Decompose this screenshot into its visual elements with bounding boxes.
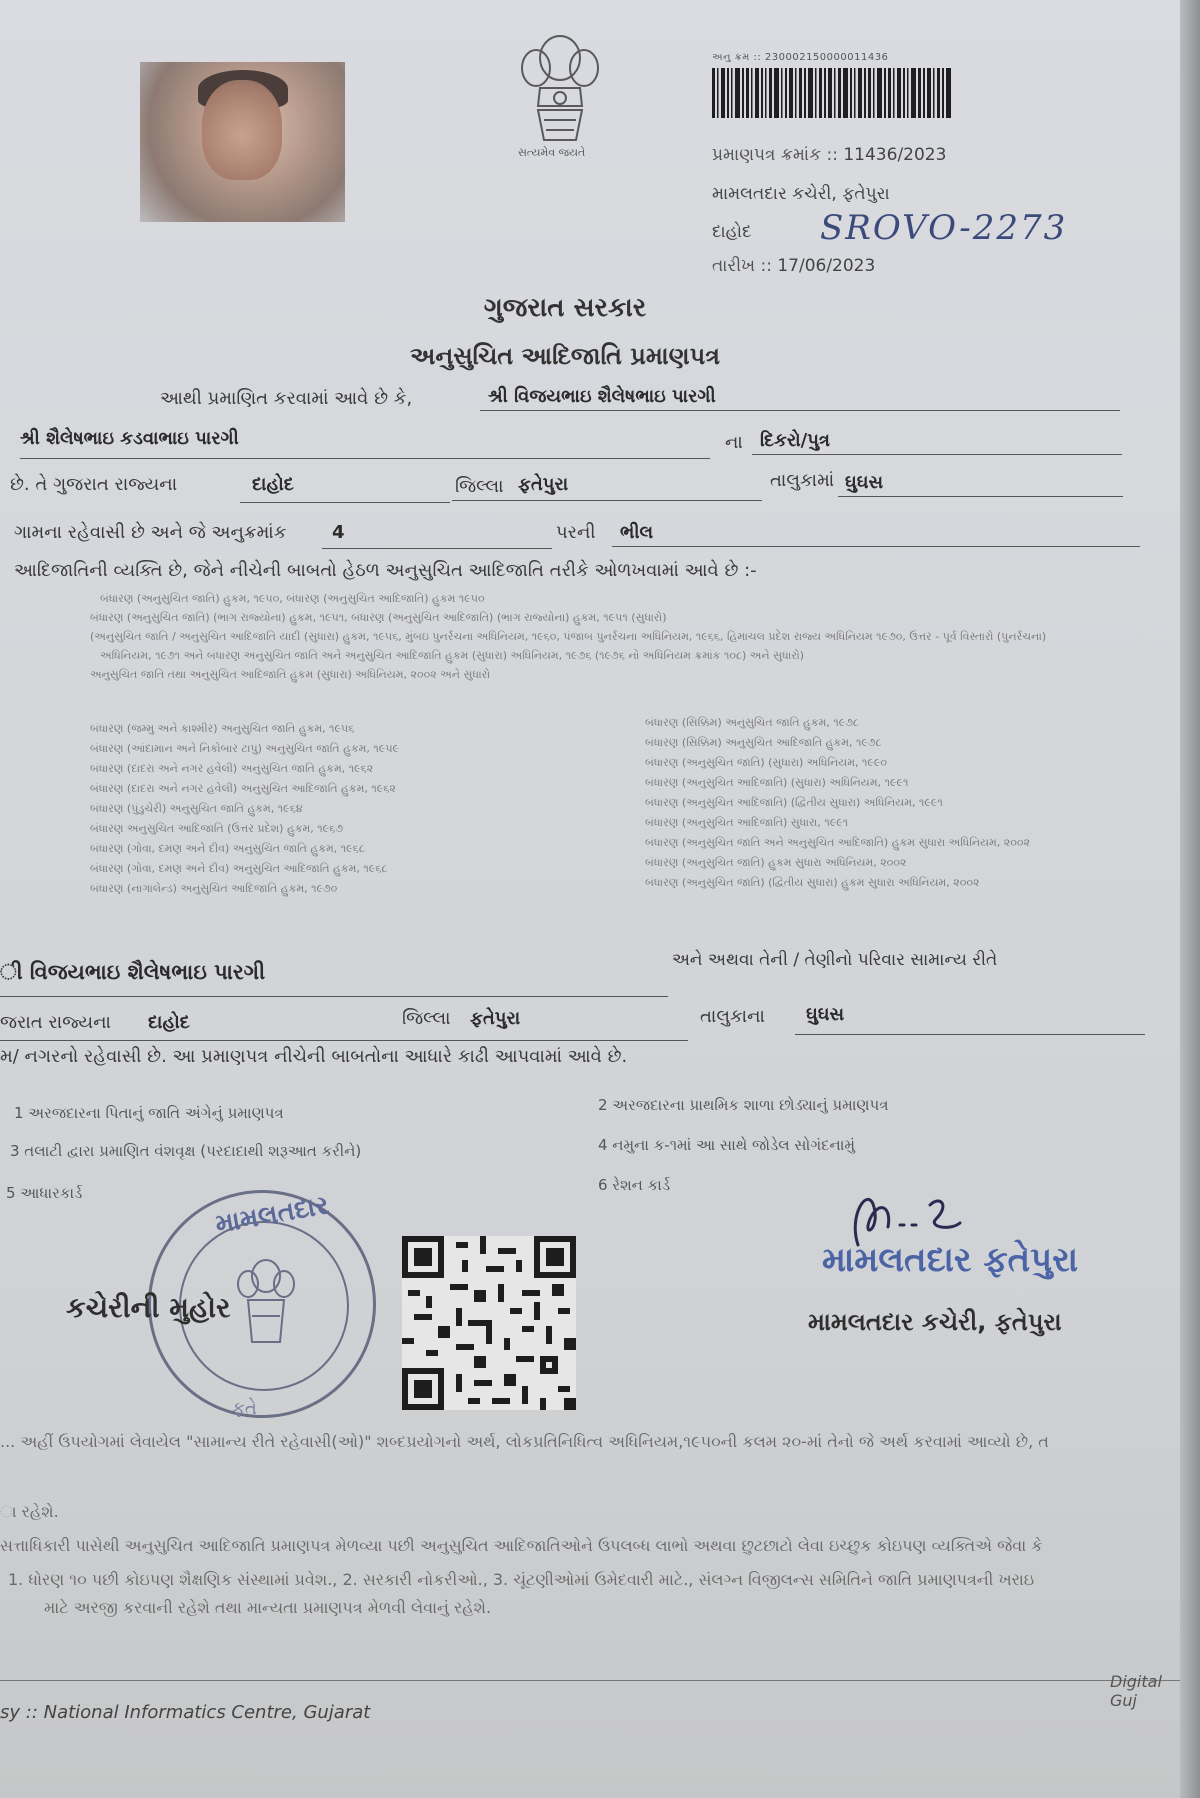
father-underline	[20, 458, 710, 459]
order-left-item: બંધારણ (દાદરા અને નગર હવેલી) અનુસુચિત આદિજાતિ હુકમ, ૧૯૬૨	[90, 782, 396, 795]
taluka-label-2: તાલુકાના	[700, 1006, 765, 1027]
order-right-item: બંધારણ (અનુસુચિત જાતિ) હુકમ સુધારા અધિનિયમ, ૨૦૦૨	[645, 856, 907, 869]
order-right-item: બંધારણ (અનુસુચિત જાતિ) (સુધારા) અધિનિયમ, ૧૯૯૦	[645, 756, 887, 769]
document-item: 2 અરજદારના પ્રાથમિક શાળા છોડ્યાનું પ્રમાણપત્ર	[598, 1096, 889, 1114]
legal-line: બંધારણ (અનુસુચિત જાતિ) હુકમ, ૧૯૫૦, બંધારણ (અનુસુચિત આદિજાતિ) હુકમ ૧૯૫૦	[100, 592, 485, 605]
order-left-item: બંધારણ (જમ્મુ અને કાશ્મીર) અનુસુચિત જાતિ હુકમ, ૧૯૫૬	[90, 722, 355, 735]
serial-number: 4	[332, 522, 345, 543]
district-label: જિલ્લા	[455, 476, 504, 497]
tribe: ભીલ	[620, 522, 654, 543]
order-right-item: બંધારણ (અનુસુચિત જાતિ) (દ્વિતીય સુધારા) હુકમ સુધારા અધિનિયમ, ૨૦૦૨	[645, 876, 980, 889]
issue-date: 17/06/2023	[777, 256, 876, 276]
order-right-item: બંધારણ (અનુસુચિત જાતિ અને અનુસુચિત આદિજાતિ) હુકમ સુધારા અધિનિયમ, ૨૦૦૨	[645, 836, 1030, 849]
footnote-line: ા રહેશે.	[0, 1502, 59, 1521]
document-item: 5 આધારકાર્ડ	[6, 1184, 83, 1202]
order-left-item: બંધારણ (આંદામાન અને નિકોબાર ટાપુ) અનુસુચિત જાતિ હુકમ, ૧૯૫૯	[90, 742, 400, 755]
relation-underline	[752, 454, 1122, 455]
name-repeat-underline	[0, 996, 668, 997]
applicant-name-repeat: ી વિજયભાઇ શૈલેષભાઇ પારગી	[0, 960, 266, 984]
state-prefix-2: જરાત રાજ્યના	[0, 1012, 111, 1033]
village: ઘુઘસ	[845, 472, 884, 493]
father-name: શ્રી શૈલેષભાઇ કડવાભાઇ પારગી	[20, 428, 239, 449]
legal-line: બંધારણ (અનુસુચિત જાતિ) (ભાગ રાજ્યોના) હુકમ, ૧૯૫૧, બંધારણ (અનુસુચિત આદિજાતિ) (ભાગ રાજ્યોના) હુકમ, ૧૯૫૧ (સુધારો)	[90, 611, 667, 624]
certificate-number-row	[712, 145, 946, 165]
barcode-number: અનુ ક્રમ :: 230002150000011436	[712, 52, 889, 63]
serial-underline	[322, 548, 552, 549]
taluka-label: તાલુકામાં	[770, 470, 835, 491]
relation: દિકરો/પુત્ર	[760, 430, 830, 451]
seal-top-text: મામલતદાર	[213, 1190, 331, 1240]
family-text: અને અથવા તેની / તેણીનો પરિવાર સામાન્ય રીતે	[672, 950, 998, 970]
district-2: દાહોદ	[148, 1012, 190, 1033]
seal-label: કચેરીની મુહોર	[66, 1291, 231, 1324]
order-left-item: બંધારણ (ગોવા, દમણ અને દીવ) અનુસુચિત જાતિ હુકમ, ૧૯૬૮	[90, 842, 365, 855]
certificate-number: 11436/2023	[843, 145, 947, 165]
taluka-value: ફતેપુરા	[518, 474, 569, 495]
district-underline	[240, 502, 450, 503]
order-right-item: બંધારણ (અનુસુચિત આદિજાતિ) (દ્વિતીય સુધારા) અધિનિયમ, ૧૯૯૧	[645, 796, 943, 809]
date-row	[712, 256, 875, 276]
document-item: 4 નમુના ક-૧માં આ સાથે જોડેલ સોગંદનામું	[598, 1136, 855, 1154]
seal-emblem-icon	[224, 1252, 308, 1352]
order-left-item: બંધારણ (ગોવા, દમણ અને દીવ) અનુસુચિત આદિજાતિ હુકમ, ૧૯૬૮	[90, 862, 388, 875]
dahod-label: દાહોદ	[712, 222, 752, 242]
resident-text: ગામના રહેવાસી છે અને જે અનુક્રમાંક	[14, 522, 287, 543]
national-emblem-icon	[510, 28, 610, 160]
barcode-icon	[712, 68, 952, 118]
order-left-item: બંધારણ (નાગાલેન્ડ) અનુસુચિત આદિજાતિ હુકમ, ૧૯૭૦	[90, 882, 338, 895]
village-underline	[838, 496, 1123, 497]
certify-text: આથી પ્રમાણિત કરવામાં આવે છે કે,	[160, 388, 413, 409]
applicant-photo	[140, 62, 345, 222]
on-label: પરની	[556, 522, 596, 543]
issuing-office: મામલતદાર કચેરી, ફતેપુરા	[712, 184, 890, 204]
footnote-line: 1. ધોરણ ૧૦ પછી કોઇપણ શૈક્ષણિક સંસ્થામાં પ્રવેશ., 2. સરકારી નોકરીઓ., 3. ચૂંટણીઓમાં ઉમેદવારી માટે., સંલગ્ન વિજીલન્સ સમિતિને જાતિ પ્રમાણપત્રની ખરાઇ	[8, 1570, 1035, 1589]
name-underline	[480, 410, 1120, 411]
footer-digital: Digital Guj	[1110, 1672, 1162, 1710]
order-left-item: બંધારણ (પુંડુચેરી) અનુસુચિત જાતિ હુકમ, ૧૯૬૪	[90, 802, 303, 815]
handwritten-number: SROVO-2273	[820, 208, 1068, 248]
document-item: 1 અરજદારના પિતાનું જાતિ અંગેનું પ્રમાણપત્ર	[14, 1104, 284, 1122]
qr-code-icon	[402, 1236, 576, 1410]
of-label: ના	[725, 432, 743, 453]
footnote-line: સત્તાધિકારી પાસેથી અનુસુચિત આદિજાતિ પ્રમાણપત્ર મેળવ્યા પછી અનુસુચિત આદિજાતિઓને ઉપલબ્ધ લાભો અથવા છુટછાટો લેવા ઇચ્છુક કોઇપણ વ્યક્તિએ જેવા કે	[0, 1536, 1043, 1555]
paper-edge	[1180, 0, 1200, 1798]
state-prefix: છે. તે ગુજરાત રાજ્યના	[10, 474, 178, 495]
order-left-item: બંધારણ (દાદરા અને નગર હવેલી) અનુસુચિત જાતિ હુકમ, ૧૯૬૨	[90, 762, 374, 775]
emblem-caption: સત્યમેવ જયતે	[518, 146, 586, 159]
footnote-line: માટે અરજી કરવાની રહેશે તથા માન્યતા પ્રમાણપત્ર મેળવી લેવાનું રહેશે.	[44, 1598, 492, 1617]
signature-stamp: મામલતદાર ફતેપુરા	[822, 1240, 1079, 1280]
applicant-name: શ્રી વિજયભાઇ શૈલેષભાઇ પારગી	[488, 386, 716, 407]
seal-bottom-text: ફતે	[232, 1398, 257, 1419]
tribe-underline	[612, 546, 1140, 547]
date-label: તારીખ ::	[712, 256, 772, 276]
district-label-2: જિલ્લા	[402, 1008, 451, 1029]
taluka-value-2: ફતેપુરા	[470, 1008, 521, 1029]
footer-credit: sy :: National Informatics Centre, Gujarat	[0, 1702, 371, 1723]
footer-divider	[0, 1680, 1180, 1681]
basis-text: મ/ નગરનો રહેવાસી છે. આ પ્રમાણપત્ર નીચેની બાબતોના આધારે કાઢી આપવામાં આવે છે.	[0, 1046, 628, 1067]
order-right-item: બંધારણ (સિક્કિમ) અનુસુચિત આદિજાતિ હુકમ, ૧૯૭૮	[645, 736, 882, 749]
tribe-text: આદિજાતિની વ્યક્તિ છે, જેને નીચેની બાબતો હેઠળ અનુસુચિત આદિજાતિ તરીકે ઓળખવામાં આવે છે :-	[14, 560, 757, 581]
district-2-underline	[0, 1040, 688, 1041]
signature-office: મામલતદાર કચેરી, ફતેપુરા	[808, 1308, 1062, 1336]
certificate-title: અનુસુચિત આદિજાતિ પ્રમાણપત્ર	[410, 342, 720, 370]
footnote-line: ... અહીં ઉપયોગમાં લેવાયેલ "સામાન્ય રીતે રહેવાસી(ઓ)" શબ્દપ્રયોગનો અર્થ, લોકપ્રતિનિધિત્વ અધિનિયમ,૧૯૫૦ની કલમ ૨૦-માં તેનો જે અર્થ કરવામાં આવ્યો છે, ત	[0, 1432, 1049, 1451]
village-2-underline	[795, 1034, 1145, 1035]
document-item: 3 તલાટી દ્વારા પ્રમાણિત વંશવૃક્ષ (પરદાદાથી શરૂઆત કરીને)	[10, 1142, 362, 1160]
document-item: 6 રેશન કાર્ડ	[598, 1176, 671, 1194]
legal-line: અનુસુચિત જાતિ તથા અનુસુચિત આદિજાતિ હુકમ (સુધારા) અધિનિયમ, ૨૦૦૨ અને સુધારો	[90, 668, 491, 681]
legal-line: અધિનિયમ, ૧૯૭૧ અને બંધારણ અનુસુચિત જાતિ અને અનુસુચિત આદિજાતિ હુકમ (સુધારા) અધિનિયમ, ૧૯૭૬ (૧૯૭૬ નો અધિનિયમ ક્રમાંક ૧૦૮) અને સુધારો)	[100, 649, 805, 662]
village-2: ઘુઘસ	[806, 1004, 845, 1025]
legal-line: (અનુસુચિત જાતિ / અનુસુચિત આદિજાતિ યાદી (સુધારા) હુકમ, ૧૯૫૬, મુંબઇ પુનર્રચના અધિનિયમ, ૧૯૬૦, પંજાબ પુનર્રચના અધિનિયમ, ૧૯૬૬, હિમાચલ પ્રદેશ રાજ્ય અધિનિયમ ૧૯૭૦, ઉત્તર - પૂર્વ વિસ્તારો (પુનર્રચના)	[90, 630, 1047, 643]
order-right-item: બંધારણ (અનુસુચિત આદિજાતિ) સુધારા, ૧૯૯૧	[645, 816, 849, 829]
district: દાહોદ	[252, 474, 294, 495]
taluka-underline	[452, 500, 762, 501]
order-right-item: બંધારણ (સિક્કિમ) અનુસુચિત જાતિ હુકમ, ૧૯૭૮	[645, 716, 859, 729]
certificate-number-label: પ્રમાણપત્ર ક્રમાંક ::	[712, 145, 838, 165]
order-right-item: બંધારણ (અનુસુચિત આદિજાતિ) (સુધારા) અધિનિયમ, ૧૯૯૧	[645, 776, 909, 789]
government-title: ગુજરાત સરકાર	[483, 293, 647, 323]
order-left-item: બંધારણ અનુસુચિત આદિજાતિ (ઉત્તર પ્રદેશ) હુકમ, ૧૯૬૭	[90, 822, 343, 835]
